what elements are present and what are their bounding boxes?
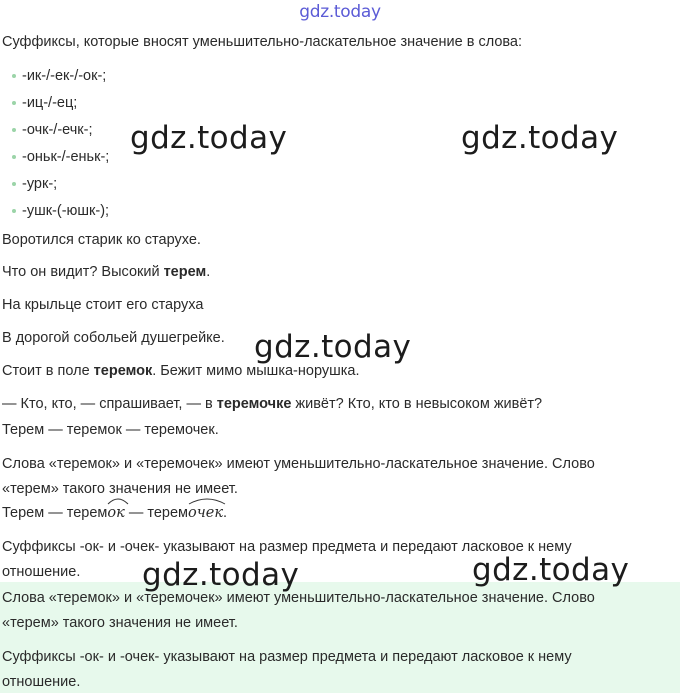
watermark: gdz.today	[142, 557, 300, 593]
poem1-line3: На крыльце стоит его старуха	[2, 297, 204, 313]
morpheme-line	[2, 503, 227, 523]
answer-line4: отношение.	[2, 674, 81, 690]
watermark: gdz.today	[461, 120, 619, 156]
suffix-item: -очк-/-ечк-;	[0, 120, 109, 147]
suffix-text: ок	[107, 505, 125, 521]
conclusion-line1: Суффиксы -ок- и -очек- указывают на размер предмета и передают ласковое к нему	[2, 539, 572, 555]
bold-word: терем	[163, 264, 207, 280]
suffix-ok-morpheme	[107, 503, 124, 523]
text-span: .	[206, 264, 211, 280]
watermark: gdz.today	[472, 552, 630, 588]
suffix-item: -ик-/-ек-/-ок-;	[0, 66, 109, 93]
text-span: — Кто, кто, — спрашивает, — в	[2, 396, 217, 412]
suffix-arc-icon	[188, 497, 226, 505]
suffix-list	[0, 66, 109, 228]
text-span: Что он видит? Высокий	[2, 264, 164, 280]
answer-line2: «терем» такого значения не имеет.	[2, 615, 238, 631]
suffix-text: очек	[188, 505, 223, 521]
explanation-line1: Слова «теремок» и «теремочек» имеют уменьшительно-ласкательное значение. Слово	[2, 456, 595, 472]
chain-line: Терем — теремок — теремочек.	[2, 422, 219, 438]
poem1-line1: Воротился старик ко старухе.	[2, 232, 201, 248]
suffix-item: -урк-;	[0, 174, 109, 201]
suffix-item: -оньк-/-еньк-;	[0, 147, 109, 174]
text-span: Стоит в поле	[2, 363, 94, 379]
bold-word: теремочке	[216, 396, 292, 412]
text-span: — терем	[124, 505, 188, 521]
suffix-item: -иц-/-ец;	[0, 93, 109, 120]
suffix-arc-icon	[107, 497, 129, 505]
text-span: живёт? Кто, кто в невысоком живёт?	[291, 396, 543, 412]
watermark: gdz.today	[130, 120, 288, 156]
text-span: . Бежит мимо мышка-норушка.	[152, 363, 360, 379]
site-watermark: gdz.today	[299, 2, 381, 22]
suffix-item: -ушк-(-юшк-);	[0, 201, 109, 228]
watermark: gdz.today	[254, 329, 412, 365]
text-span: Терем — терем	[2, 505, 108, 521]
text-span: .	[223, 505, 228, 521]
explanation-line2: «терем» такого значения не имеет.	[2, 481, 238, 497]
poem1-line2	[2, 262, 210, 282]
answer-line3: Суффиксы -ок- и -очек- указывают на размер предмета и передают ласковое к нему	[2, 649, 572, 665]
poem2-line2	[2, 394, 542, 414]
bold-word: теремок	[93, 363, 153, 379]
suffix-ochek-morpheme	[188, 503, 223, 523]
heading: Суффиксы, которые вносят уменьшительно-ласкательное значение в слова:	[2, 34, 523, 50]
answer-line1: Слова «теремок» и «теремочек» имеют уменьшительно-ласкательное значение. Слово	[2, 590, 595, 606]
conclusion-line2: отношение.	[2, 564, 81, 580]
poem1-line4: В дорогой собольей душегрейке.	[2, 330, 225, 346]
